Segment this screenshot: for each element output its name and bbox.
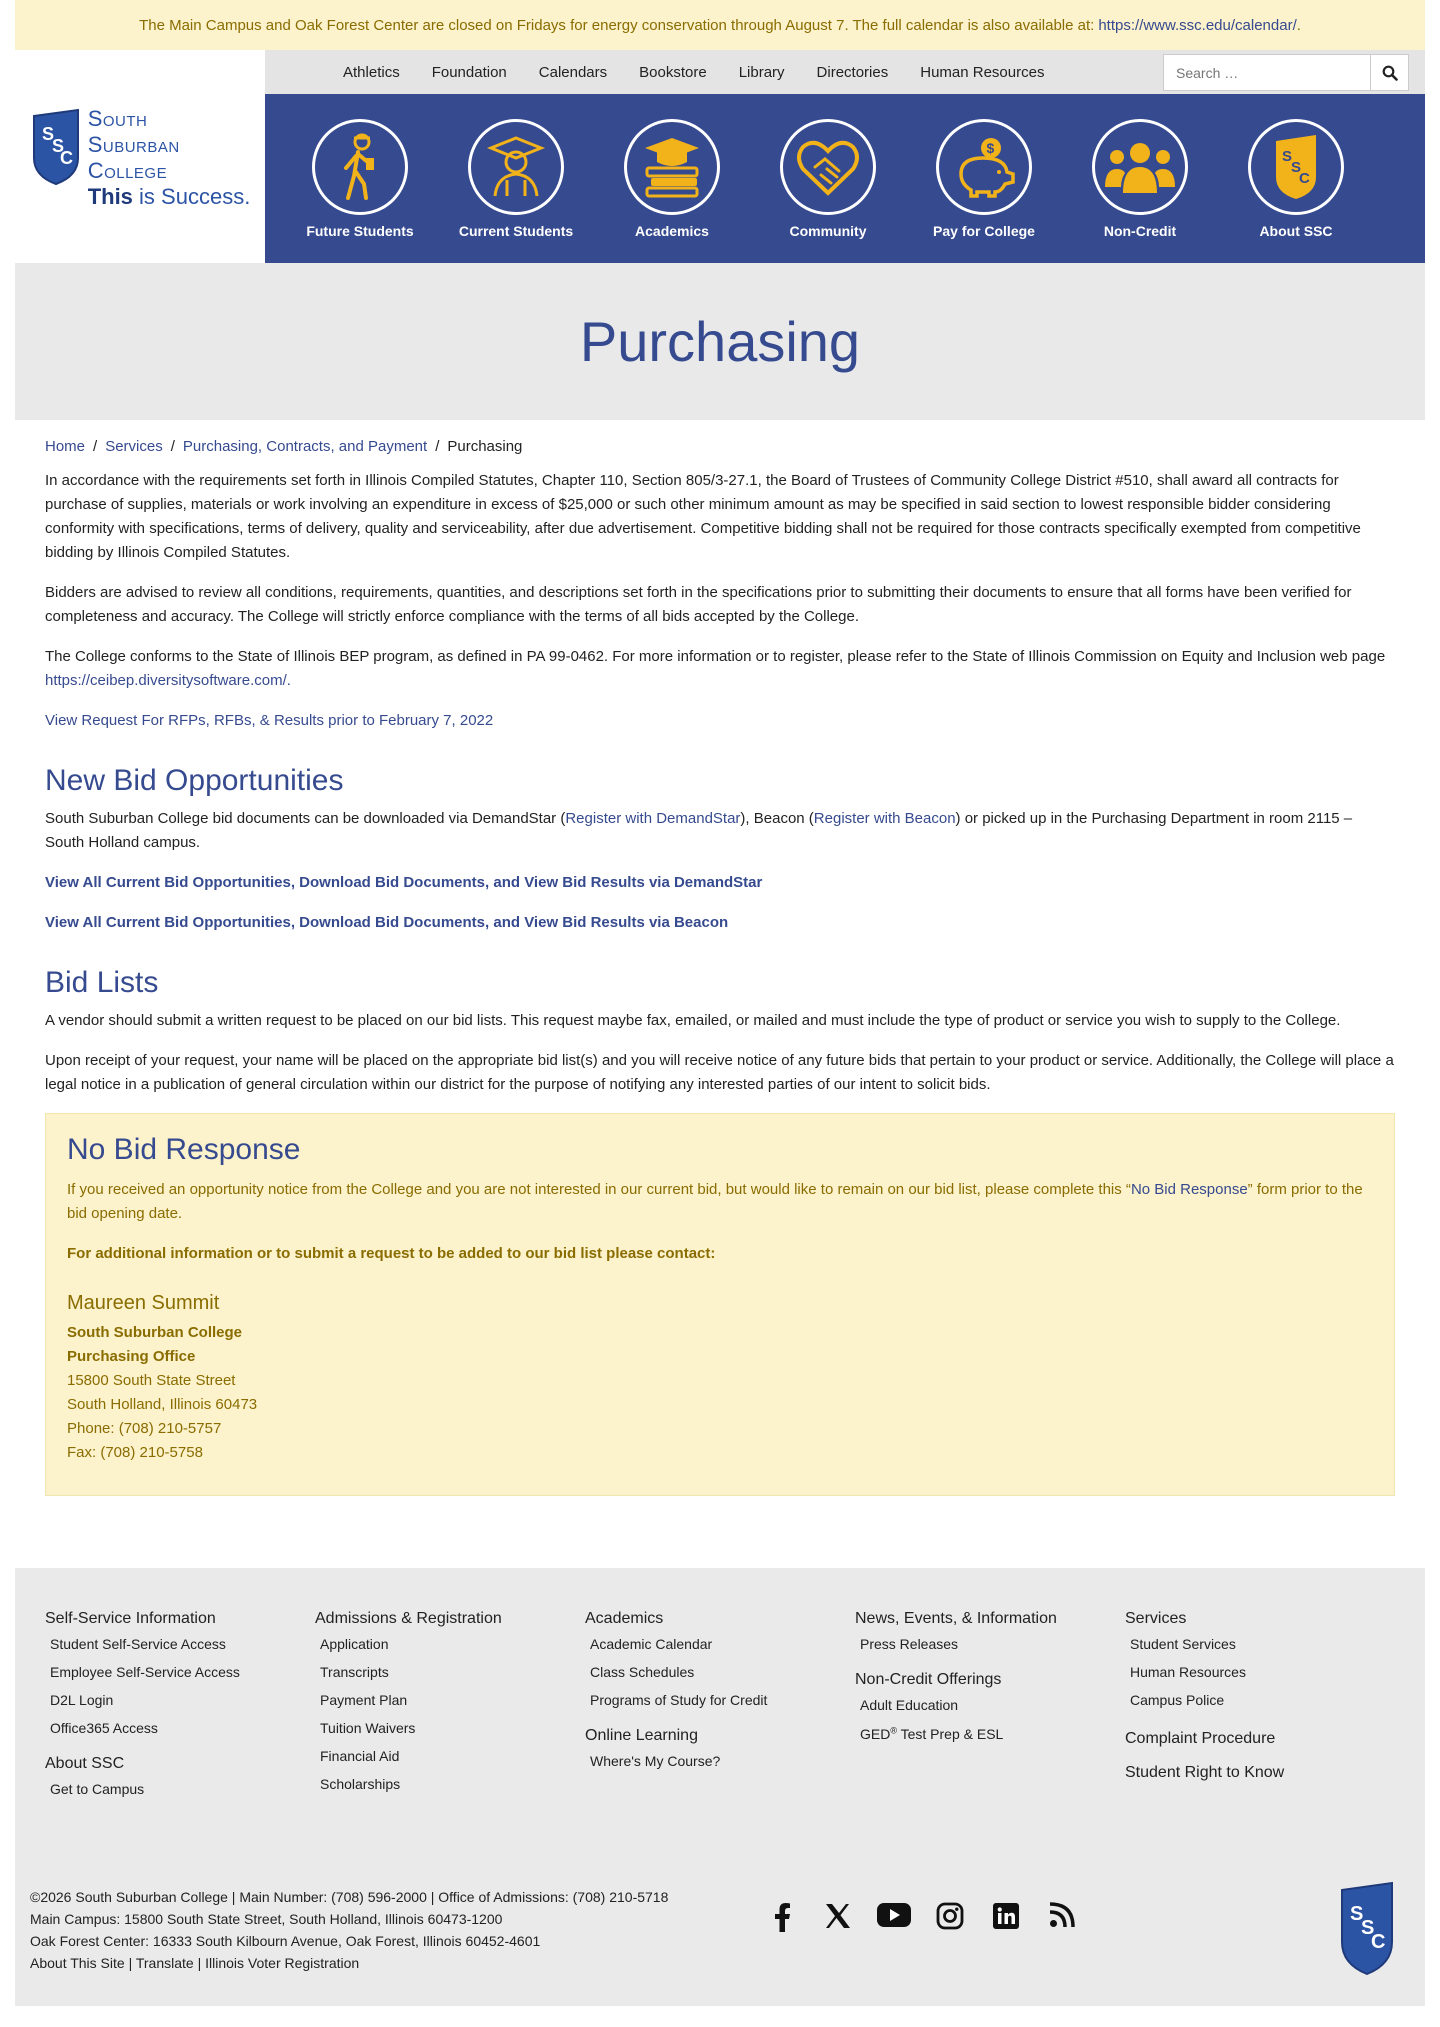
footer-heading-link[interactable] (1125, 1764, 1395, 1788)
no-bid-paragraph (67, 1178, 1374, 1226)
footer-heading-link[interactable] (1125, 1730, 1395, 1754)
ged-rest: Test Prep & ESL (896, 1725, 1004, 1742)
footer-link[interactable]: Office365 Access (50, 1720, 158, 1736)
prior-results-paragraph (45, 709, 1395, 733)
contact-org: South Suburban College (67, 1324, 242, 1341)
footer-logo[interactable] (1338, 1880, 1396, 1980)
demandstar-paragraph (45, 871, 1395, 895)
footer-line-2: Main Campus: 15800 South State Street, South Holland, Illinois 60473-1200 (30, 1911, 503, 1927)
page-title-bar (15, 263, 1425, 420)
footer-link[interactable]: Programs of Study for Credit (590, 1692, 768, 1708)
logo-tag-rest: is Success. (139, 183, 251, 209)
search-form (1163, 54, 1409, 91)
x-icon[interactable] (824, 1902, 852, 1936)
register-beacon-link[interactable]: Register with Beacon (813, 810, 956, 827)
no-bid-response-box (45, 1113, 1395, 1496)
footer-col-news (855, 1608, 1125, 1809)
footer-link[interactable]: Student Self-Service Access (50, 1636, 226, 1652)
facebook-icon[interactable] (773, 1902, 791, 1936)
contact-city: South Holland, Illinois 60473 (67, 1396, 258, 1413)
ssc-shield-icon (30, 106, 82, 186)
nav-future-students[interactable] (282, 94, 438, 263)
piggy-bank-icon (951, 136, 1017, 198)
logo-area (15, 50, 265, 263)
footer-col-academics (585, 1608, 855, 1809)
footer-link[interactable]: D2L Login (50, 1692, 114, 1708)
footer-link[interactable]: Student Services (1130, 1636, 1236, 1652)
footer-link[interactable]: Scholarships (320, 1776, 401, 1792)
nav-non-credit[interactable] (1062, 94, 1218, 263)
footer-heading: News, Events, & Information (855, 1610, 1057, 1627)
footer-link[interactable]: Payment Plan (320, 1692, 408, 1708)
nav-academics[interactable] (594, 94, 750, 263)
walking-student-icon (330, 132, 390, 202)
svg-text:S: S (1361, 1917, 1375, 1939)
site-logo[interactable] (30, 106, 251, 208)
footer-heading: Non-Credit Offerings (855, 1671, 1002, 1688)
graduate-icon (483, 134, 549, 200)
svg-text:S: S (1350, 1903, 1364, 1925)
new-bids-text-1: South Suburban College bid documents can be downloaded via DemandStar ( (45, 810, 566, 827)
intro-paragraph-3 (45, 645, 1395, 693)
logo-tag-this: This (87, 183, 133, 209)
intro-paragraph-2: Bidders are advised to review all conditions, requirements, quantities, and descriptions set forth in the specifications prior to submitting their documents to ensure that all forms have been verified for completeness and accuracy. The College will strictly enforce compliance with the terms of all bids accepted by the College. (45, 584, 1352, 625)
ssc-shield-icon (1338, 1880, 1396, 1976)
footer-link[interactable]: Class Schedules (590, 1664, 695, 1680)
logo-line-3: College (87, 157, 168, 183)
topnav-library[interactable]: Library (738, 63, 785, 81)
bid-lists-heading: Bid Lists (45, 966, 159, 999)
topnav-human-resources[interactable]: Human Resources (920, 63, 1045, 81)
new-bids-text-3: ) or picked up in the Purchasing Department in room 2115 – South Holland campus. (45, 810, 1353, 851)
footer-address-block (30, 1886, 690, 1974)
nav-label: Community (789, 223, 867, 239)
footer-link[interactable]: Press Releases (860, 1636, 959, 1652)
footer-col-self-service (45, 1608, 315, 1809)
ceibep-link[interactable]: https://ceibep.diversitysoftware.com/. (45, 672, 291, 689)
footer-link[interactable]: Tuition Waivers (320, 1720, 416, 1736)
bid-lists-paragraph-2: Upon receipt of your request, your name will be placed on the appropriate bid list(s) and you will receive notice of any future bids that pertain to your product or service. Additionally, the College will place a legal notice in a publication of general circulation within our district for the purpose of notifying any interested parties of our intent to solicit bids. (45, 1052, 1394, 1093)
footer-heading: Academics (585, 1610, 664, 1627)
footer-heading: Online Learning (585, 1727, 698, 1744)
right-to-know-link[interactable]: Student Right to Know (1125, 1764, 1285, 1781)
main-content (15, 438, 1425, 1496)
topnav-bookstore[interactable]: Bookstore (639, 63, 707, 81)
logo-tagline (87, 183, 251, 209)
nav-label: Pay for College (933, 223, 1035, 239)
footer-link[interactable]: Adult Education (860, 1697, 959, 1713)
new-bids-paragraph (45, 807, 1395, 855)
footer-link-ged[interactable] (860, 1726, 1003, 1742)
svg-text:S: S (51, 135, 64, 156)
alert-tail: . (1296, 16, 1301, 34)
svg-text:C: C (1299, 170, 1310, 187)
breadcrumb-current: Purchasing (447, 438, 523, 455)
rss-icon[interactable] (1049, 1902, 1075, 1936)
nav-label: About SSC (1259, 223, 1333, 239)
nav-label: Non-Credit (1103, 223, 1177, 239)
footer-bottom (30, 1886, 1410, 1974)
footer-heading: About SSC (45, 1755, 125, 1772)
breadcrumb-services[interactable]: Services (105, 438, 163, 455)
contact-address (67, 1321, 1374, 1465)
logo-line-2: Suburban (87, 131, 180, 157)
social-links (754, 1902, 1090, 1936)
nav-pay-for-college[interactable] (906, 94, 1062, 263)
topnav-directories[interactable]: Directories (816, 63, 889, 81)
nav-community[interactable] (750, 94, 906, 263)
footer-line-1: ©2026 South Suburban College | Main Number: (708) 596-2000 | Office of Admissions: (708) 210-5718 (30, 1889, 669, 1905)
heart-handshake-icon (795, 137, 861, 197)
footer-link[interactable]: Campus Police (1130, 1692, 1225, 1708)
footer-links: About This Site | Translate | Illinois Voter Registration (30, 1955, 360, 1971)
search-icon (1382, 65, 1398, 81)
bep-text: The College conforms to the State of Illinois BEP program, as defined in PA 99-0462. For more information or to register, please refer to the State of Illinois Commission on Equity and Inclusion web page (45, 648, 1386, 665)
register-demandstar-link[interactable]: Register with DemandStar (565, 810, 741, 827)
footer-link[interactable]: Academic Calendar (590, 1636, 713, 1652)
calendar-link[interactable]: https://www.ssc.edu/calendar/ (1098, 16, 1297, 34)
topnav-foundation[interactable]: Foundation (431, 63, 507, 81)
no-bid-heading: No Bid Response (67, 1133, 301, 1166)
svg-text:C: C (59, 147, 73, 168)
nav-current-students[interactable] (438, 94, 594, 263)
breadcrumb: Home / Services / Purchasing, Contracts, and Payment / Purchasing (45, 438, 523, 455)
ged-text: GED (860, 1725, 891, 1742)
footer-link[interactable]: Human Resources (1130, 1664, 1246, 1680)
topnav-calendars[interactable]: Calendars (538, 63, 608, 81)
ssc-shield-icon (1272, 133, 1320, 201)
site-footer (15, 1568, 1425, 2006)
footer-heading: Admissions & Registration (315, 1610, 502, 1627)
footer-col-services (1125, 1608, 1395, 1809)
breadcrumb-home[interactable]: Home (45, 438, 86, 455)
instagram-icon[interactable] (936, 1902, 964, 1936)
footer-link[interactable]: Financial Aid (320, 1748, 400, 1764)
contact-intro (67, 1242, 1374, 1266)
new-bids-text-2: ), Beacon ( (740, 810, 814, 827)
about-site-link[interactable]: About This Site (30, 1955, 125, 1971)
contact-street: 15800 South State Street (67, 1372, 236, 1389)
translate-link[interactable]: Translate (135, 1955, 194, 1971)
contact-intro-text: For additional information or to submit a request to be added to our bid list please contact: (67, 1245, 716, 1262)
contact-office: Purchasing Office (67, 1348, 196, 1365)
footer-link[interactable]: Transcripts (320, 1664, 389, 1680)
svg-text:$: $ (986, 140, 995, 156)
footer-link[interactable]: Get to Campus (50, 1781, 145, 1797)
alert-text: The Main Campus and Oak Forest Center are closed on Fridays for energy conservation through August 7. The full calendar is also available at: (139, 16, 1095, 34)
contact-fax: Fax: (708) 210-5758 (67, 1444, 203, 1461)
main-nav (265, 94, 1425, 263)
footer-link[interactable]: Employee Self-Service Access (50, 1664, 240, 1680)
no-bid-text-1: If you received an opportunity notice from the College and you are not interested in our current bid, but would like to remain on our bid list, please complete this “ (67, 1181, 1131, 1198)
nav-label: Current Students (458, 223, 574, 239)
voter-registration-link[interactable]: Illinois Voter Registration (205, 1955, 360, 1971)
footer-heading: Services (1125, 1610, 1187, 1627)
nav-about-ssc[interactable] (1218, 94, 1374, 263)
complaint-procedure-link[interactable]: Complaint Procedure (1125, 1730, 1276, 1747)
logo-wordmark (88, 106, 251, 208)
footer-link[interactable]: Application (320, 1636, 389, 1652)
youtube-icon[interactable] (877, 1902, 911, 1936)
breadcrumb-purchasing-contracts[interactable]: Purchasing, Contracts, and Payment (182, 438, 428, 455)
prior-results-link[interactable]: View Request For RFPs, RFBs, & Results prior to February 7, 2022 (45, 712, 494, 729)
linkedin-icon[interactable] (992, 1902, 1020, 1936)
bid-lists-paragraph-1: A vendor should submit a written request to be placed on our bid lists. This request maybe fax, emailed, or mailed and must include the type of product or service you wish to supply to the College. (45, 1012, 1341, 1029)
no-bid-text-2: ” form prior to the bid opening date. (67, 1181, 1363, 1222)
alert-banner (15, 0, 1425, 50)
ged-sup: ® (890, 1725, 897, 1735)
svg-text:S: S (1282, 148, 1293, 165)
logo-line-1: South (87, 105, 148, 131)
site-header (15, 50, 1425, 263)
search-button[interactable] (1370, 54, 1409, 91)
new-bids-heading: New Bid Opportunities (45, 764, 344, 797)
contact-name: Maureen Summit (67, 1292, 220, 1314)
intro-paragraph-1: In accordance with the requirements set forth in Illinois Compiled Statutes, Chapter 110, Section 805/3-27.1, the Board of Trustees of Community College District #510, shall award all contracts for purchase of supplies, materials or work involving an expenditure in excess of $25,000 or such other minimum amount as may be specified in said section to lowest responsible bidder considering conformity with specifications, terms of delivery, quality and serviceability, after due advertisement. Competitive bidding shall not be required for those contracts specifically exempted from competitive bidding by Illinois Compiled Statutes. (45, 472, 1361, 561)
nav-label: Future Students (306, 223, 414, 239)
svg-text:C: C (1371, 1931, 1386, 1953)
contact-phone: Phone: (708) 210-5757 (67, 1420, 222, 1437)
no-bid-form-link[interactable]: No Bid Response (1130, 1181, 1248, 1198)
footer-link[interactable]: Where's My Course? (590, 1753, 721, 1769)
demandstar-bids-link[interactable]: View All Current Bid Opportunities, Download Bid Documents, and View Bid Results via DemandStar (45, 874, 763, 891)
people-group-icon (1105, 139, 1175, 195)
svg-text:S: S (41, 123, 54, 144)
books-cap-icon (639, 136, 705, 198)
svg-text:S: S (1291, 159, 1302, 176)
nav-label: Academics (635, 223, 709, 239)
beacon-bids-link[interactable]: View All Current Bid Opportunities, Download Bid Documents, and View Bid Results via Beacon (45, 914, 729, 931)
page-title: Purchasing (579, 310, 861, 373)
footer-heading: Self-Service Information (45, 1610, 216, 1627)
utility-nav (265, 50, 1425, 94)
footer-line-3: Oak Forest Center: 16333 South Kilbourn Avenue, Oak Forest, Illinois 60452-4601 (30, 1933, 541, 1949)
footer-col-admissions (315, 1608, 585, 1809)
topnav-athletics[interactable]: Athletics (343, 63, 400, 81)
beacon-paragraph (45, 911, 1395, 935)
search-input[interactable] (1163, 54, 1370, 91)
